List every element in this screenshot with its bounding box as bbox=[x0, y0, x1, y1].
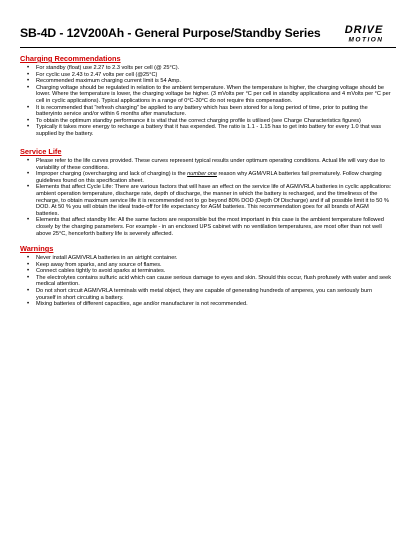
list-item: • For cyclic use 2.43 to 2.47 volts per cell (@25°C) bbox=[20, 72, 392, 79]
list-item bbox=[20, 171, 392, 184]
list-item: • It is recommended that "refresh charging" be applied to any battery which has been stored for a long period of time, prior to putting the batteryinto service and/or within 6 months after manufacture. bbox=[20, 105, 392, 118]
warnings-list bbox=[20, 255, 392, 308]
logo-text-motion: MOTION bbox=[348, 36, 384, 44]
list-item: • Never install AGM/VRLA batteries in an airtight container. bbox=[20, 255, 392, 262]
service-life-heading: Service Life bbox=[20, 147, 62, 156]
list-item: • Elements that affect Cycle Life: There are various factors that will have an effect on the service life of AGM/VRLA batteries in cyclic applications: ambient operation temperature, discharge rate, depth of discharge, the manner in which the battery is recharged, and the timeliness of the recharge, to obtain maximum service life it is recommended not to go beyond 80% DOD (Depth Of Discharge) and if all possible limit it to 50 % DOD. At 50 % you will obtain the ideal trade-off for life expectancy for AGM batteries. This recommendation goes for all brands of AGM batteries. bbox=[20, 184, 392, 217]
list-item: • Keep away from sparks, and any source of flames. bbox=[20, 262, 392, 269]
list-item: • Charging voltage should be regulated in relation to the ambient temperature. When the temperature is higher, the charging voltage should be lower. Where the temperature is lower, the charging voltage be higher. (3 mVolts per °C per cell in standby applications and 4 mVolts per °C per cell in cyclic applications). Typical applications in a range of 0°C-30°C do not require this compensation. bbox=[20, 85, 392, 105]
emphasis-text: number one bbox=[187, 171, 217, 178]
list-item-text: reason why AGM/VRLA batteries fail prematurely. Follow charging guidelines found on this specification sheet. bbox=[36, 171, 382, 184]
header-divider bbox=[20, 47, 396, 48]
list-item: • Recommended maximum charging current limit is 54 Amp. bbox=[20, 78, 392, 85]
list-item: • Please refer to the life curves provided. These curves represent typical results under optimum operating conditions. Actual life will vary due to variability of these conditions. bbox=[20, 158, 392, 171]
service-life-list bbox=[20, 158, 392, 237]
list-item-text: Improper charging (overcharging and lack of charging) is the bbox=[36, 171, 188, 178]
list-item: • Connect cables tightly to avoid sparks at terminates. bbox=[20, 268, 392, 275]
page-header bbox=[20, 22, 396, 44]
list-item: • Typically it takes more energy to recharge a battery that it has expended. The ratio is 1.1 - 1.15 has to get into battery for every 1.0 that was supplied by the battery. bbox=[20, 124, 392, 137]
charging-list bbox=[20, 65, 392, 138]
list-item: • For standby (float) use 2.27 to 2.3 volts per cell (@ 25°C). bbox=[20, 65, 392, 72]
warnings-heading: Warnings bbox=[20, 244, 54, 253]
logo-text-drive: DRIVE bbox=[344, 24, 384, 36]
drive-motion-logo bbox=[332, 22, 396, 44]
list-item: • The electrolytes contains sulfuric acid which can cause serious damage to eyes and skin. Should this occur, flush profusely with water and seek medical attention. bbox=[20, 275, 392, 288]
list-item: • To obtain the optimum standby performance it is vital that the correct charging profile is utilised (see Charge Characteristics figures) bbox=[20, 118, 392, 125]
list-item: • Do not short circuit AGM/VRLA terminals with metal object, they are capable of generating hundreds of amperes, you can seriously burn yourself in short circuiting a battery. bbox=[20, 288, 392, 301]
list-item: • Mixing batteries of different capacities, age and/or manufacturer is not recommended. bbox=[20, 301, 392, 308]
page-title: SB-4D - 12V200Ah - General Purpose/Standby Series bbox=[20, 26, 321, 40]
charging-heading: Charging Recommendations bbox=[20, 54, 121, 63]
list-item: • Elements that affect standby life: All the same factors are responsible but the most important in this case is the ambient temperature followed closely by the charging parameters. For example - in an enclosed UPS cabinet with no ventilation temperatures, are most ofter than not well above 25°C, henceforth battery life is severely affected. bbox=[20, 217, 392, 237]
